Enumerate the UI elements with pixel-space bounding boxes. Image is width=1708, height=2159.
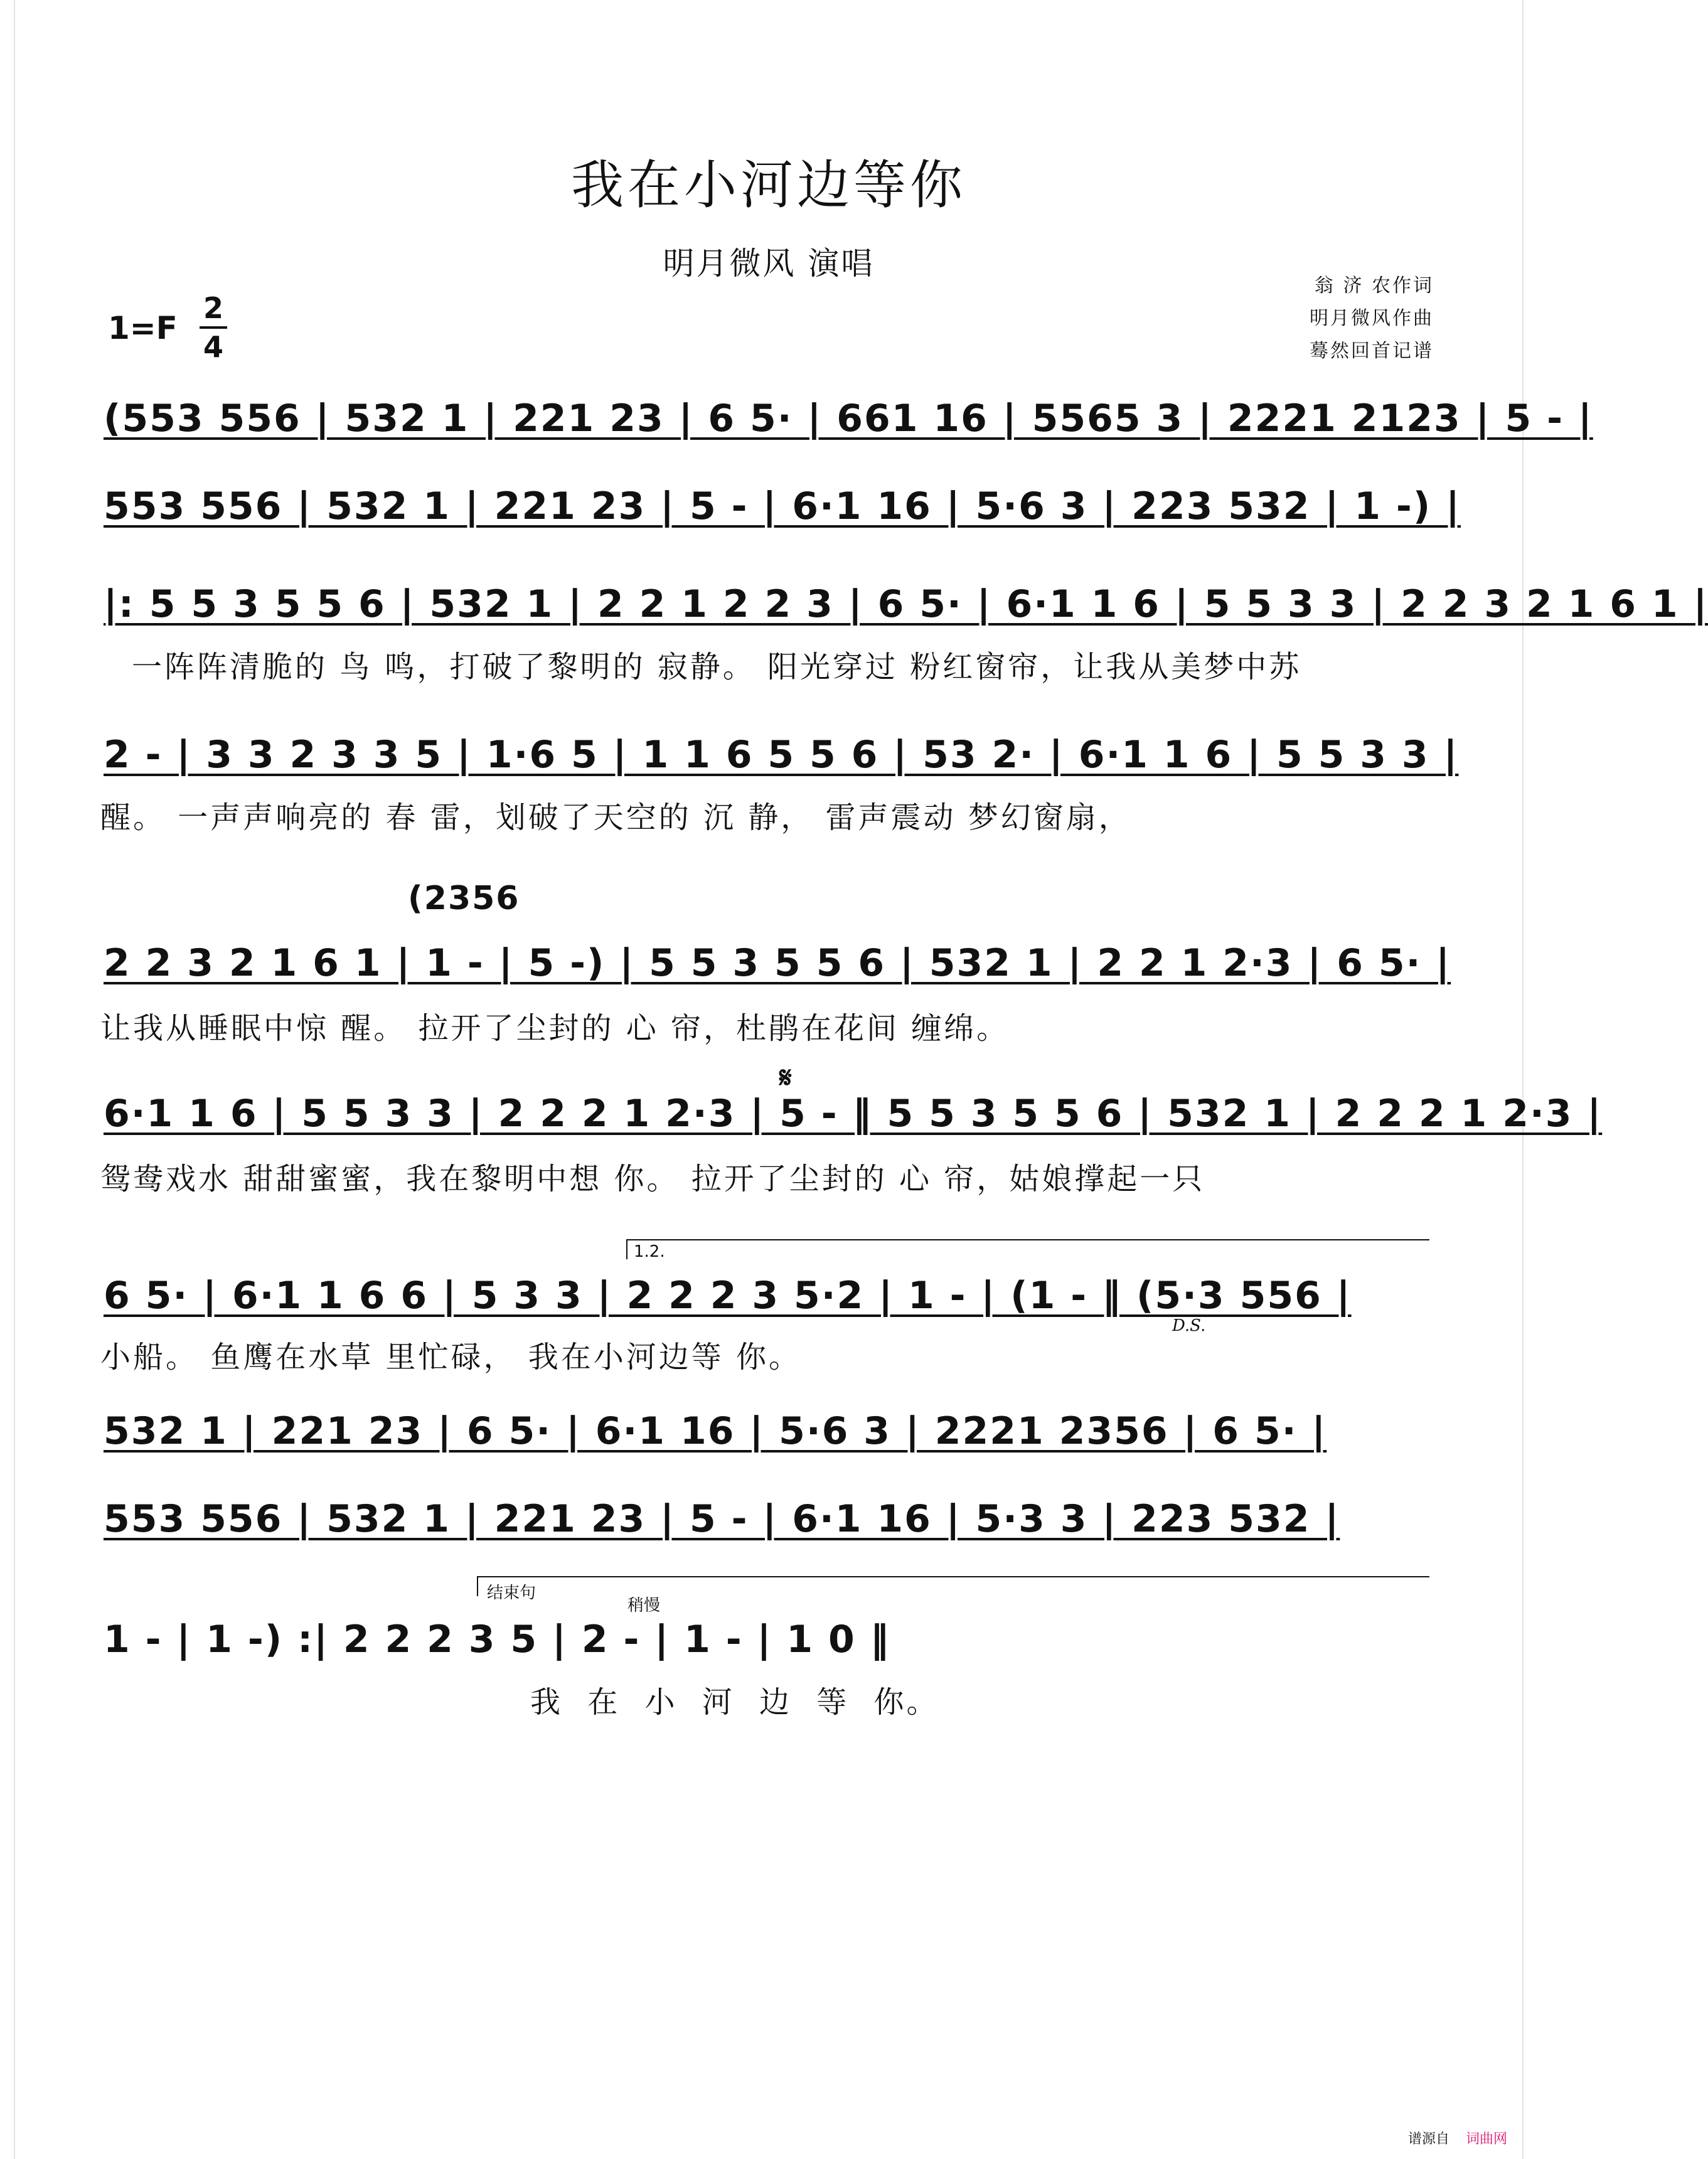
volta-label: 1.2.: [634, 1242, 665, 1261]
lyric-row-5: 让我从睡眠中惊 醒。 拉开了尘封的 心 帘，杜鹃在花间 缠绵。: [100, 1011, 1010, 1046]
volta-bracket-1: [626, 1239, 1429, 1259]
song-title: 我在小河边等你: [570, 154, 966, 216]
lyric-row-4: 醒。 一声声响亮的 春 雷，划破了天空的 沉 静， 雷声震动 梦幻窗扇，: [100, 800, 1131, 835]
lyric-row-10: 我 在 小 河 边 等 你。: [530, 1685, 939, 1720]
time-signature-top: 2: [203, 291, 223, 325]
notation-row-4: 2 - | 3 3 2 3 3 5 | 1·6 5 | 1 1 6 5 5 6 | 53 2· | 6·1 1 6 | 5 5 3 3 |: [104, 733, 1459, 777]
ending-bracket: [477, 1576, 1429, 1596]
notation-row-1: (553 556 | 532 1 | 221 23 | 6 5· | 661 16 | 5565 3 | 2221 2123 | 5 - |: [104, 397, 1593, 440]
time-signature-bottom: 4: [203, 330, 223, 364]
notation-row-9: 553 556 | 532 1 | 221 23 | 5 - | 6·1 16 | 5·3 3 | 223 532 |: [104, 1497, 1340, 1541]
time-signature: [200, 290, 227, 365]
lyric-row-3: 一阵阵清脆的 鸟 鸣，打破了黎明的 寂静。 阳光穿过 粉红窗帘，让我从美梦中苏: [132, 649, 1302, 685]
time-signature-line: [200, 326, 227, 329]
sheet-border: [14, 0, 1524, 2159]
lyricist-credit: 翁 济 农作词: [1314, 275, 1434, 297]
transcriber-credit: 蓦然回首记谱: [1310, 340, 1434, 362]
notation-row-7: 6 5· | 6·1 1 6 6 | 5 3 3 | 2 2 2 3 5·2 | 1 - | (1 - ‖ (5·3 556 |: [104, 1274, 1352, 1318]
lyric-row-7: 小船。 鱼鹰在水草 里忙碌， 我在小河边等 你。: [100, 1340, 802, 1375]
notation-row-6: 6·1 1 6 | 5 5 3 3 | 2 2 2 1 2·3 | 5 - ‖ 5 5 3 5 5 6 | 532 1 | 2 2 2 1 2·3 |: [104, 1092, 1603, 1136]
performer-line: 明月微风 演唱: [663, 245, 875, 282]
alternate-phrase: (2356: [408, 880, 520, 917]
lyric-row-6: 鸳鸯戏水 甜甜蜜蜜，我在黎明中想 你。 拉开了尘封的 心 帘，姑娘撑起一只: [100, 1161, 1205, 1197]
notation-row-8: 532 1 | 221 23 | 6 5· | 6·1 16 | 5·6 3 | 2221 2356 | 6 5· |: [104, 1409, 1327, 1453]
segno-sign: 𝄋: [779, 1060, 793, 1094]
notation-row-5: 2 2 3 2 1 6 1 | 1 - | 5 -) | 5 5 3 5 5 6 | 532 1 | 2 2 1 2·3 | 6 5· |: [104, 941, 1451, 985]
notation-row-2: 553 556 | 532 1 | 221 23 | 5 - | 6·1 16 | 5·6 3 | 223 532 | 1 -) |: [104, 484, 1461, 528]
footer-source: 谱源自: [1407, 2131, 1449, 2147]
notation-row-10: 1 - | 1 -) :| 2 2 2 3 5 | 2 - | 1 - | 1 0 ‖: [104, 1618, 890, 1661]
key-signature: 1=F: [108, 310, 178, 346]
ending-label: 结束句: [487, 1584, 536, 1602]
notation-row-3: |: 5 5 3 5 5 6 | 532 1 | 2 2 1 2 2 3 | 6 5· | 6·1 1 6 | 5 5 3 3 | 2 2 3 2 1 6 1 |: [104, 582, 1708, 626]
footer-site: 词曲网: [1465, 2131, 1507, 2147]
composer-credit: 明月微风作曲: [1310, 307, 1434, 329]
tempo-mark: 稍慢: [627, 1596, 661, 1615]
dal-segno-mark: D.S.: [1172, 1316, 1206, 1335]
